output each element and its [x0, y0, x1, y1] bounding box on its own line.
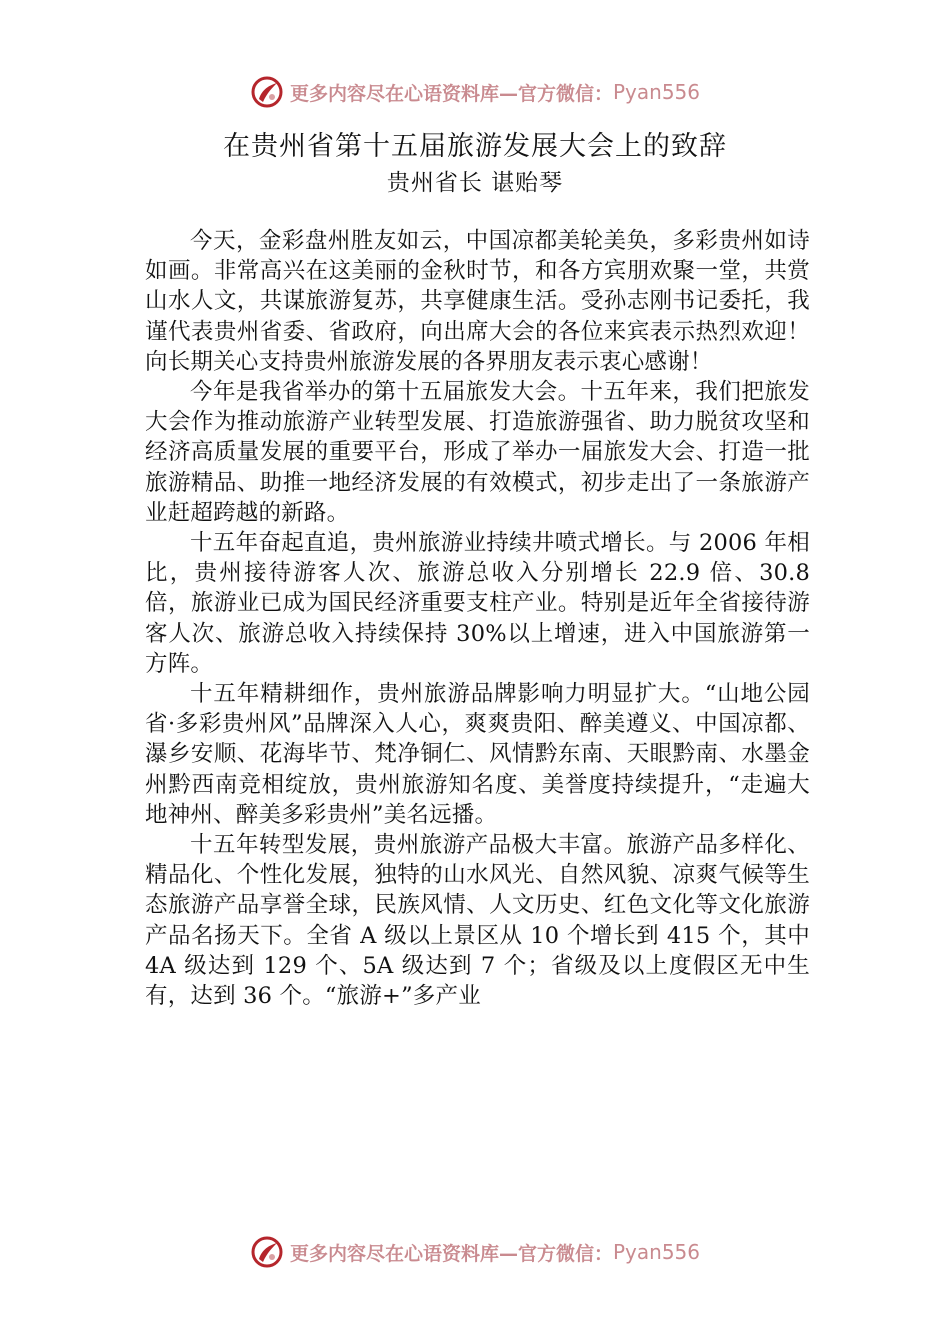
- bottom-watermark: [0, 1232, 950, 1272]
- watermark-text: 更多内容尽在心语资料库—官方微信：: [289, 82, 613, 105]
- watermark-wechat-id: Pyan556: [613, 1240, 701, 1264]
- paragraph-1: 今天，金彩盘州胜友如云，中国凉都美轮美奂，多彩贵州如诗如画。非常高兴在这美丽的金秋时节，和各方宾朋欢聚一堂，共赏山水人文，共谋旅游复苏，共享健康生活。受孙志刚书记委托，我谨代表贵州省委、省政府，向出席大会的各位来宾表示热烈欢迎！向长期关心支持贵州旅游发展的各界朋友表示衷心感谢！: [145, 228, 810, 375]
- paragraph-3: 十五年奋起直追，贵州旅游业持续井喷式增长。与 2006 年相比，贵州接待游客人次、旅游总收入分别增长 22.9 倍、30.8 倍，旅游业已成为国民经济重要支柱产业。特别是近年全省接待游客人次、旅游总收入持续保持 30%以上增速，进入中国旅游第一方阵。: [145, 530, 810, 677]
- top-watermark: [0, 72, 950, 112]
- paragraph-5: 十五年转型发展，贵州旅游产品极大丰富。旅游产品多样化、精品化、个性化发展，独特的山水风光、自然风貌、凉爽气候等生态旅游产品享誉全球，民族风情、人文历史、红色文化等文化旅游产品名扬天下。全省 A 级以上景区从 10 个增长到 415 个，其中 4A 级达到 129 个、5A 级达到 7 个；省级及以上度假区无中生有，达到 36 个。“旅游+”多产业: [145, 832, 810, 1010]
- red-circle-emblem-icon: [250, 75, 284, 109]
- document-body: [145, 226, 810, 1011]
- paragraph-4: 十五年精耕细作，贵州旅游品牌影响力明显扩大。“山地公园省·多彩贵州风”品牌深入人心，爽爽贵阳、醉美遵义、中国凉都、瀑乡安顺、花海毕节、梵净铜仁、风情黔东南、天眼黔南、水墨金州黔西南竞相绽放，贵州旅游知名度、美誉度持续提升，“走遍大地神州、醉美多彩贵州”美名远播。: [145, 681, 810, 828]
- document-subtitle: 贵州省长 谌贻琴: [386, 170, 564, 196]
- document-title: 在贵州省第十五届旅游发展大会上的致辞: [223, 131, 727, 162]
- watermark-text: 更多内容尽在心语资料库—官方微信：: [289, 1242, 613, 1265]
- paragraph-2: 今年是我省举办的第十五届旅发大会。十五年来，我们把旅发大会作为推动旅游产业转型发展、打造旅游强省、助力脱贫攻坚和经济高质量发展的重要平台，形成了举办一届旅发大会、打造一批旅游精品、助推一地经济发展的有效模式，初步走出了一条旅游产业赶超跨越的新路。: [145, 379, 810, 526]
- red-circle-emblem-icon: [250, 1235, 284, 1269]
- watermark-wechat-id: Pyan556: [613, 80, 701, 104]
